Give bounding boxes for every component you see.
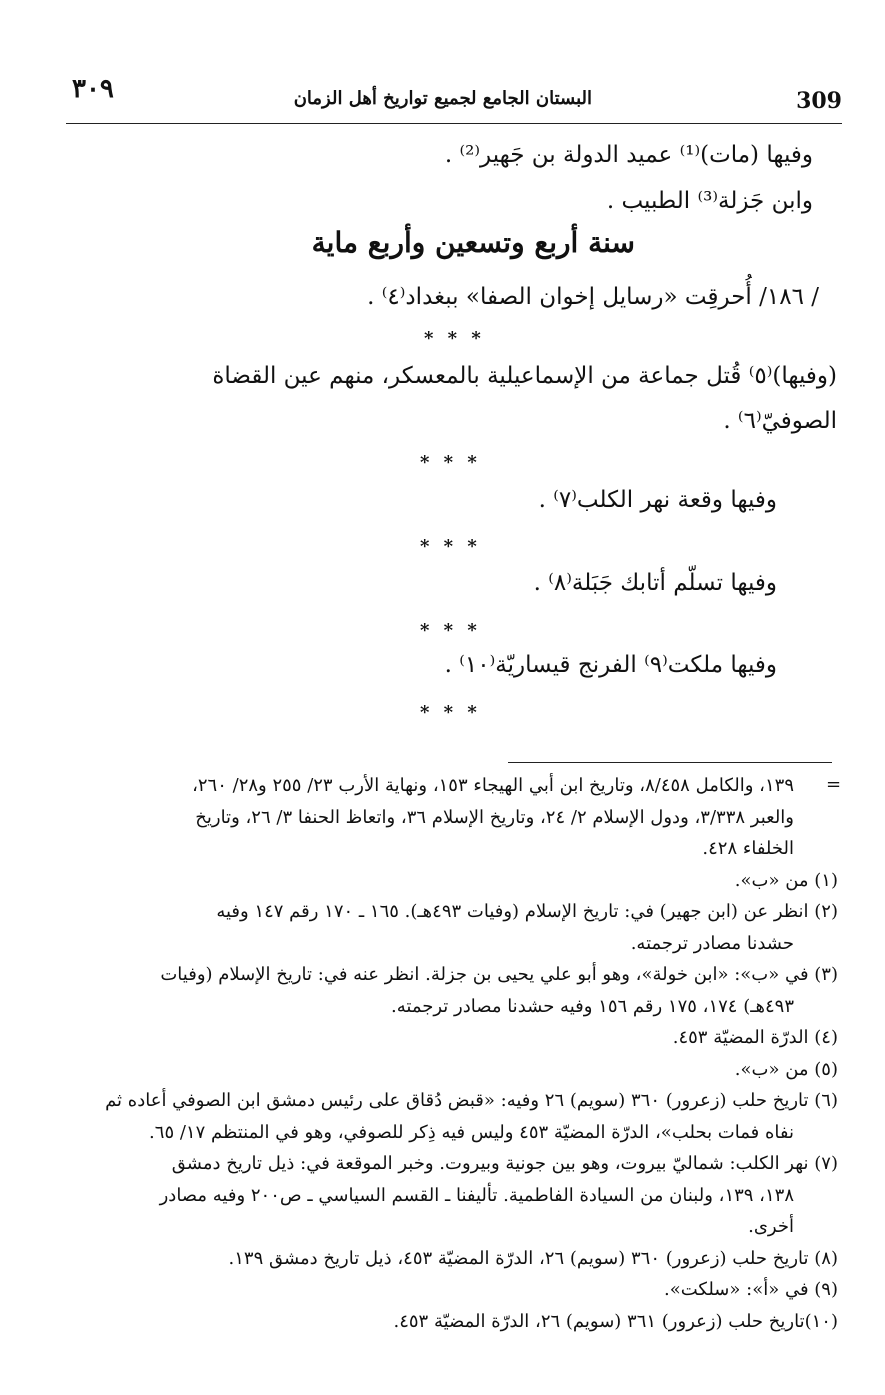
footnote-line: (٧) نهر الكلب: شماليّ بيروت، وهو بين جونية وبيروت. وخبر الموقعة في: ذيل تاريخ دمشق xyxy=(171,1153,838,1174)
body-line-8: وفيها ملكت⁽٩⁾ الفرنج قيساريّة⁽١٠⁾ . xyxy=(444,652,777,678)
footnote-line: (٣) في «ب»: «ابن خولة»، وهو أبو علي يحيى بن جزلة. انظر عنه في: تاريخ الإسلام (وفيات xyxy=(160,964,838,985)
year-heading: سنة أربع وتسعين وأربع ماية xyxy=(311,226,635,259)
separator-1: * * * xyxy=(424,328,485,349)
page-header xyxy=(66,72,842,124)
page-number-latin: 309 xyxy=(796,88,842,114)
footnotes xyxy=(48,770,838,1337)
footnote-line: (٢) انظر عن (ابن جهير) في: تاريخ الإسلام (وفيات ٤٩٣هـ). ١٦٥ ـ ١٧٠ رقم ١٤٧ وفيه xyxy=(216,901,838,922)
footnote-line: (٨) تاريخ حلب (زعرور) ٣٦٠ (سويم) ٢٦، الدرّة المضيّة ٤٥٣، ذيل تاريخ دمشق ١٣٩. xyxy=(228,1247,838,1269)
footnote-line: ١٣٩، والكامل ٨/٤٥٨، وتاريخ ابن أبي الهيجاء ١٥٣، ونهاية الأرب ٢٣/ ٢٥٥ و٢٨/ ٢٦٠، xyxy=(192,775,794,796)
body-line-6: وفيها وقعة نهر الكلب⁽٧⁾ . xyxy=(538,487,777,513)
footnote-line: نفاه فمات بحلب»، الدرّة المضيّة ٤٥٣ وليس فيه ذِكر للصوفي، وهو في المنتظم ١٧/ ٦٥. xyxy=(149,1121,794,1143)
separator-4: * * * xyxy=(420,620,481,641)
footnote-line: (٩) في «أ»: «سلكت». xyxy=(664,1279,838,1300)
body-line-5: الصوفيّ⁽٦⁾ . xyxy=(723,408,837,434)
header-rule xyxy=(66,123,842,124)
running-title: البستان الجامع لجميع تواريخ أهل الزمان xyxy=(293,88,592,109)
body-line-2: وابن جَزلة⁽³⁾ الطبيب . xyxy=(606,188,813,214)
separator-2: * * * xyxy=(420,452,481,473)
continuation-marker: = xyxy=(826,774,842,795)
body-line-3: / ١٨٦/ أُحرقِت «رسايل إخوان الصفا» ببغداد⁽٤⁾ . xyxy=(367,284,819,310)
footnote-line: الخلفاء ٤٢٨. xyxy=(702,838,794,859)
footnote-line: (١) من «ب». xyxy=(734,869,838,891)
page-number-arabic: ٣٠٩ xyxy=(72,74,114,104)
body-line-4: (وفيها)⁽٥⁾ قُتل جماعة من الإسماعيلية بالمعسكر، منهم عين القضاة xyxy=(212,363,837,389)
footnote-line: أخرى. xyxy=(748,1216,794,1237)
footnote-line: ١٣٨، ١٣٩، ولبنان من السيادة الفاطمية. تأليفنا ـ القسم السياسي ـ ص٢٠٠ وفيه مصادر xyxy=(159,1184,794,1206)
footnote-rule xyxy=(508,762,832,763)
footnote-line: ٤٩٣هـ) ١٧٤، ١٧٥ رقم ١٥٦ وفيه حشدنا مصادر ترجمته. xyxy=(391,995,794,1017)
separator-3: * * * xyxy=(420,536,481,557)
footnote-line: (٤) الدرّة المضيّة ٤٥٣. xyxy=(672,1027,838,1048)
footnote-line: والعبر ٣/٣٣٨، ودول الإسلام ٢/ ٢٤، وتاريخ الإسلام ٣٦، واتعاظ الحنفا ٣/ ٢٦، وتاريخ xyxy=(195,806,794,828)
body-line-1: وفيها (مات)⁽¹⁾ عميد الدولة بن جَهير⁽²⁾ . xyxy=(444,142,813,168)
body-line-7: وفيها تسلّم أتابك جَبَلة⁽٨⁾ . xyxy=(533,570,777,596)
separator-5: * * * xyxy=(420,702,481,723)
footnote-line: (٥) من «ب». xyxy=(734,1058,838,1080)
footnote-line: حشدنا مصادر ترجمته. xyxy=(630,932,794,954)
footnote-line: (٦) تاريخ حلب (زعرور) ٣٦٠ (سويم) ٢٦ وفيه: «قبض دُقاق على رئيس دمشق ابن الصوفي أعاده ثم xyxy=(105,1090,838,1111)
footnote-line: (١٠)تاريخ حلب (زعرور) ٣٦١ (سويم) ٢٦، الدرّة المضيّة ٤٥٣. xyxy=(393,1310,838,1332)
